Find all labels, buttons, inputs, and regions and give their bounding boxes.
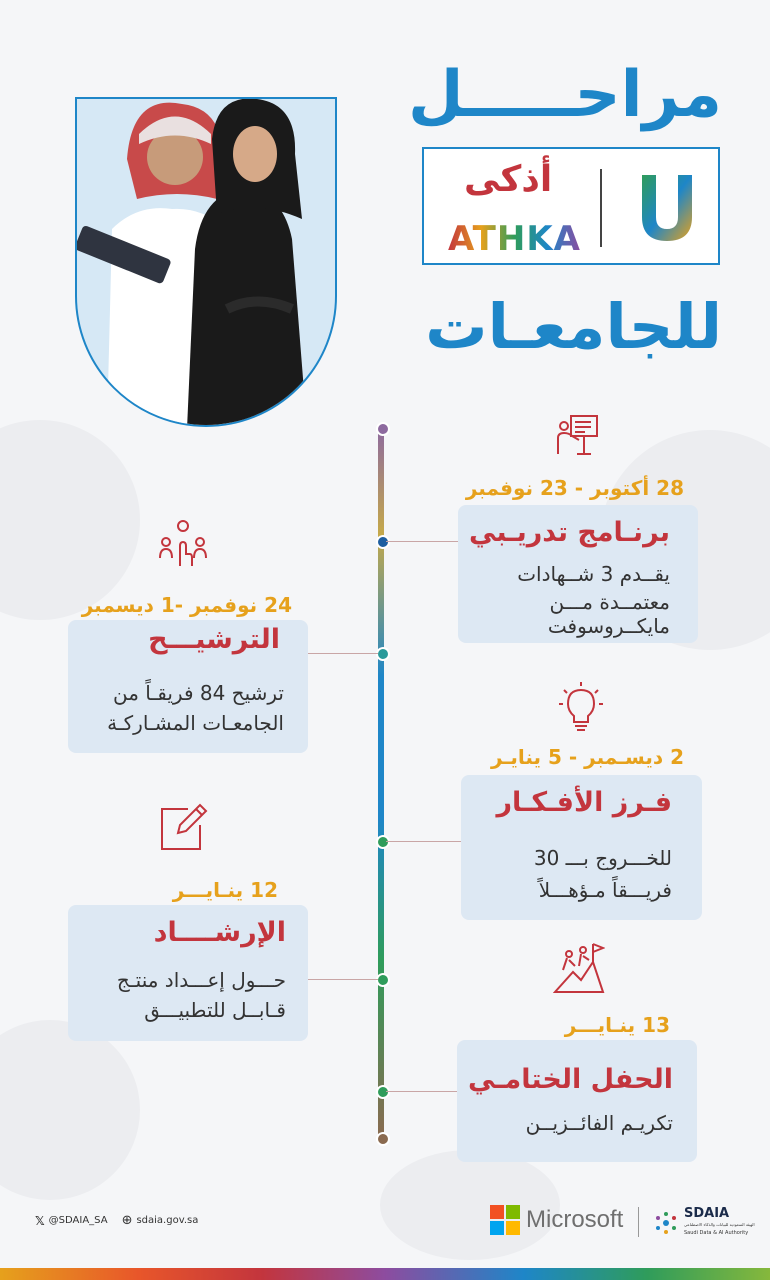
website-link[interactable]: sdaia.gov.sa bbox=[136, 1215, 199, 1226]
stage-card bbox=[68, 905, 308, 1041]
timeline-node-end bbox=[376, 1132, 390, 1146]
stage-card bbox=[458, 505, 698, 643]
stage-description-line: ترشيح 84 فريقـاً من bbox=[112, 681, 284, 705]
page-title-top: مراحـــــل bbox=[408, 58, 722, 132]
stage-card bbox=[457, 1040, 697, 1162]
stage-description-line: للخـــروج بـــ 30 bbox=[533, 846, 672, 870]
logo-box bbox=[422, 147, 720, 265]
stage-heading: الحفل الختامـي bbox=[467, 1064, 673, 1095]
microsoft-squares-icon bbox=[490, 1205, 520, 1235]
connector-line bbox=[386, 841, 462, 842]
team-selection-icon bbox=[158, 518, 208, 568]
stage-description-line: فريـــقاً مـؤهـــلاً bbox=[538, 878, 672, 902]
x-icon: 𝕏 bbox=[35, 1213, 45, 1228]
connector-line bbox=[306, 653, 378, 654]
athka-arabic-logo: أذكى bbox=[464, 159, 553, 200]
stage-heading: برنـامج تدريـبي bbox=[469, 517, 670, 548]
social-links bbox=[35, 1213, 198, 1228]
presentation-icon bbox=[555, 412, 601, 458]
microsoft-logo bbox=[490, 1205, 623, 1235]
bottom-color-bar bbox=[0, 1268, 770, 1280]
globe-icon: ⊕ bbox=[121, 1213, 133, 1228]
stage-card bbox=[68, 620, 308, 753]
twitter-handle[interactable]: @SDAIA_SA bbox=[48, 1215, 108, 1226]
athka-english-logo bbox=[448, 219, 581, 259]
stage-description-line: قـابــل للتطبيـــق bbox=[144, 998, 286, 1022]
microsoft-wordmark: Microsoft bbox=[526, 1206, 624, 1233]
stage-date: 28 أكتوبر - 23 نوفمبر bbox=[465, 476, 684, 500]
page-title-bottom: للجامعـات bbox=[425, 290, 722, 363]
climb-flag-icon bbox=[553, 942, 605, 994]
timeline-node-start bbox=[376, 422, 390, 436]
u-logo-icon bbox=[638, 171, 696, 243]
background-shape bbox=[0, 420, 140, 620]
timeline-node-3 bbox=[376, 835, 390, 849]
stage-description-line: حـــول إعـــداد منتـج bbox=[116, 968, 286, 992]
stage-date: 12 ينـايـــر bbox=[172, 878, 278, 902]
connector-line bbox=[386, 1091, 458, 1092]
stage-description-line: معتمــدة مـــن bbox=[549, 590, 670, 614]
sdaia-subtitle-ar: الهيئة السعودية للبيانات والذكاء الاصطناعي bbox=[684, 1222, 755, 1227]
edit-icon bbox=[158, 803, 208, 853]
lightbulb-icon bbox=[558, 680, 604, 734]
sdaia-dots-icon bbox=[652, 1208, 680, 1238]
timeline-node-4 bbox=[376, 973, 390, 987]
stage-date: 2 ديسـمبر - 5 ينايـر bbox=[491, 745, 684, 769]
stage-heading: الإرشــــاد bbox=[153, 917, 286, 948]
timeline-node-5 bbox=[376, 1085, 390, 1099]
students-photo bbox=[75, 97, 337, 427]
connector-line bbox=[306, 979, 378, 980]
sdaia-subtitle-en: Saudi Data & AI Authority bbox=[684, 1230, 749, 1236]
connector-line bbox=[386, 541, 460, 542]
logo-separator bbox=[600, 169, 602, 247]
stage-heading: الترشيـــح bbox=[148, 624, 280, 655]
timeline-node-2 bbox=[376, 647, 390, 661]
sdaia-wordmark: SDAIA bbox=[684, 1206, 730, 1221]
background-shape bbox=[0, 1020, 140, 1200]
stage-date: 13 ينـايـــر bbox=[564, 1013, 670, 1037]
stage-description-line: تكريـم الفائــزيــن bbox=[525, 1111, 673, 1135]
stage-description-line: يقــدم 3 شــهادات bbox=[517, 562, 670, 586]
stage-card bbox=[461, 775, 702, 920]
stage-date: 24 نوفمبر -1 ديسمبر bbox=[81, 593, 292, 617]
stage-description-line: مايكــروسوفت bbox=[547, 614, 670, 638]
stage-description-line: الجامعـات المشـاركـة bbox=[107, 711, 284, 735]
footer-separator bbox=[638, 1207, 639, 1237]
timeline-node-1 bbox=[376, 535, 390, 549]
stage-heading: فـرز الأفـكـار bbox=[496, 787, 672, 818]
athka-english-text: ATHKA bbox=[448, 219, 581, 259]
